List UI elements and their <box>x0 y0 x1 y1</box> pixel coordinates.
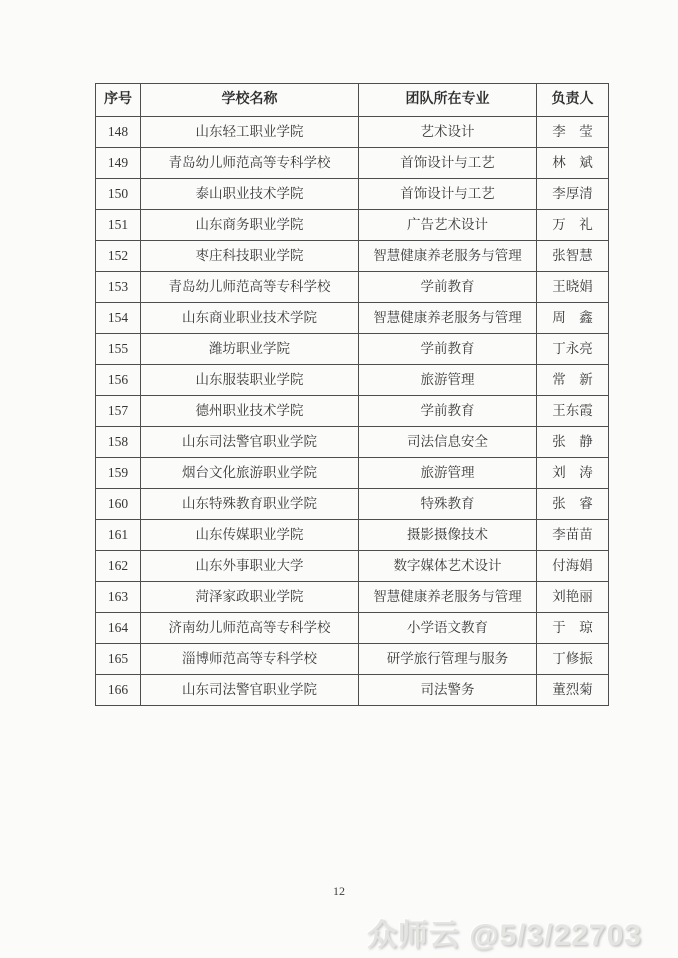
cell-school: 山东轻工职业学院 <box>141 117 359 148</box>
cell-leader: 张 静 <box>537 427 609 458</box>
col-header-school: 学校名称 <box>141 84 359 117</box>
col-header-leader: 负责人 <box>537 84 609 117</box>
cell-major: 首饰设计与工艺 <box>359 148 537 179</box>
cell-leader: 万 礼 <box>537 210 609 241</box>
cell-major: 旅游管理 <box>359 458 537 489</box>
cell-leader: 王东霞 <box>537 396 609 427</box>
table-row <box>96 179 609 210</box>
cell-leader: 李 莹 <box>537 117 609 148</box>
table-row <box>96 582 609 613</box>
cell-index: 160 <box>96 489 141 520</box>
cell-index: 152 <box>96 241 141 272</box>
cell-leader: 李厚清 <box>537 179 609 210</box>
cell-major: 智慧健康养老服务与管理 <box>359 241 537 272</box>
table-row <box>96 675 609 706</box>
cell-leader: 李苗苗 <box>537 520 609 551</box>
table-row <box>96 613 609 644</box>
cell-index: 153 <box>96 272 141 303</box>
cell-major: 司法信息安全 <box>359 427 537 458</box>
cell-school: 山东商业职业技术学院 <box>141 303 359 334</box>
cell-leader: 王晓娟 <box>537 272 609 303</box>
cell-school: 山东司法警官职业学院 <box>141 427 359 458</box>
cell-leader: 林 斌 <box>537 148 609 179</box>
cell-leader: 张 睿 <box>537 489 609 520</box>
table-row <box>96 458 609 489</box>
table-row <box>96 148 609 179</box>
table-row <box>96 396 609 427</box>
col-header-major: 团队所在专业 <box>359 84 537 117</box>
cell-school: 山东外事职业大学 <box>141 551 359 582</box>
cell-leader: 丁永亮 <box>537 334 609 365</box>
page-number: 12 <box>333 884 345 898</box>
table-row <box>96 303 609 334</box>
cell-school: 淄博师范高等专科学校 <box>141 644 359 675</box>
cell-leader: 董烈菊 <box>537 675 609 706</box>
cell-index: 155 <box>96 334 141 365</box>
cell-major: 特殊教育 <box>359 489 537 520</box>
cell-school: 烟台文化旅游职业学院 <box>141 458 359 489</box>
cell-school: 山东商务职业学院 <box>141 210 359 241</box>
cell-major: 司法警务 <box>359 675 537 706</box>
cell-index: 162 <box>96 551 141 582</box>
col-header-index: 序号 <box>96 84 141 117</box>
cell-index: 166 <box>96 675 141 706</box>
cell-index: 164 <box>96 613 141 644</box>
cell-index: 151 <box>96 210 141 241</box>
cell-school: 山东司法警官职业学院 <box>141 675 359 706</box>
cell-index: 149 <box>96 148 141 179</box>
cell-major: 艺术设计 <box>359 117 537 148</box>
cell-index: 148 <box>96 117 141 148</box>
cell-school: 济南幼儿师范高等专科学校 <box>141 613 359 644</box>
cell-major: 广告艺术设计 <box>359 210 537 241</box>
cell-school: 德州职业技术学院 <box>141 396 359 427</box>
cell-leader: 常 新 <box>537 365 609 396</box>
cell-school: 山东服装职业学院 <box>141 365 359 396</box>
cell-major: 摄影摄像技术 <box>359 520 537 551</box>
cell-index: 158 <box>96 427 141 458</box>
table-header-row <box>96 84 609 117</box>
cell-major: 智慧健康养老服务与管理 <box>359 582 537 613</box>
table-row <box>96 520 609 551</box>
cell-index: 165 <box>96 644 141 675</box>
cell-leader: 刘艳丽 <box>537 582 609 613</box>
cell-index: 156 <box>96 365 141 396</box>
cell-leader: 于 琼 <box>537 613 609 644</box>
table-row <box>96 210 609 241</box>
table-row <box>96 272 609 303</box>
cell-major: 旅游管理 <box>359 365 537 396</box>
cell-leader: 刘 涛 <box>537 458 609 489</box>
cell-leader: 周 鑫 <box>537 303 609 334</box>
table-row <box>96 365 609 396</box>
table-row <box>96 489 609 520</box>
cell-index: 154 <box>96 303 141 334</box>
table-row <box>96 117 609 148</box>
cell-school: 山东传媒职业学院 <box>141 520 359 551</box>
table-row <box>96 241 609 272</box>
table-row <box>96 644 609 675</box>
cell-major: 学前教育 <box>359 334 537 365</box>
cell-major: 学前教育 <box>359 272 537 303</box>
cell-major: 学前教育 <box>359 396 537 427</box>
watermark: 众师云 @5/3/22703 <box>366 919 642 952</box>
cell-major: 小学语文教育 <box>359 613 537 644</box>
cell-school: 菏泽家政职业学院 <box>141 582 359 613</box>
cell-index: 161 <box>96 520 141 551</box>
cell-leader: 付海娟 <box>537 551 609 582</box>
cell-index: 163 <box>96 582 141 613</box>
cell-school: 山东特殊教育职业学院 <box>141 489 359 520</box>
cell-major: 首饰设计与工艺 <box>359 179 537 210</box>
cell-school: 泰山职业技术学院 <box>141 179 359 210</box>
cell-major: 智慧健康养老服务与管理 <box>359 303 537 334</box>
cell-school: 青岛幼儿师范高等专科学校 <box>141 148 359 179</box>
cell-school: 潍坊职业学院 <box>141 334 359 365</box>
roster-table <box>95 83 609 706</box>
table-row <box>96 427 609 458</box>
cell-major: 研学旅行管理与服务 <box>359 644 537 675</box>
cell-index: 150 <box>96 179 141 210</box>
cell-leader: 张智慧 <box>537 241 609 272</box>
cell-school: 枣庄科技职业学院 <box>141 241 359 272</box>
cell-leader: 丁修振 <box>537 644 609 675</box>
cell-index: 159 <box>96 458 141 489</box>
table-row <box>96 551 609 582</box>
cell-index: 157 <box>96 396 141 427</box>
table-row <box>96 334 609 365</box>
cell-school: 青岛幼儿师范高等专科学校 <box>141 272 359 303</box>
cell-major: 数字媒体艺术设计 <box>359 551 537 582</box>
